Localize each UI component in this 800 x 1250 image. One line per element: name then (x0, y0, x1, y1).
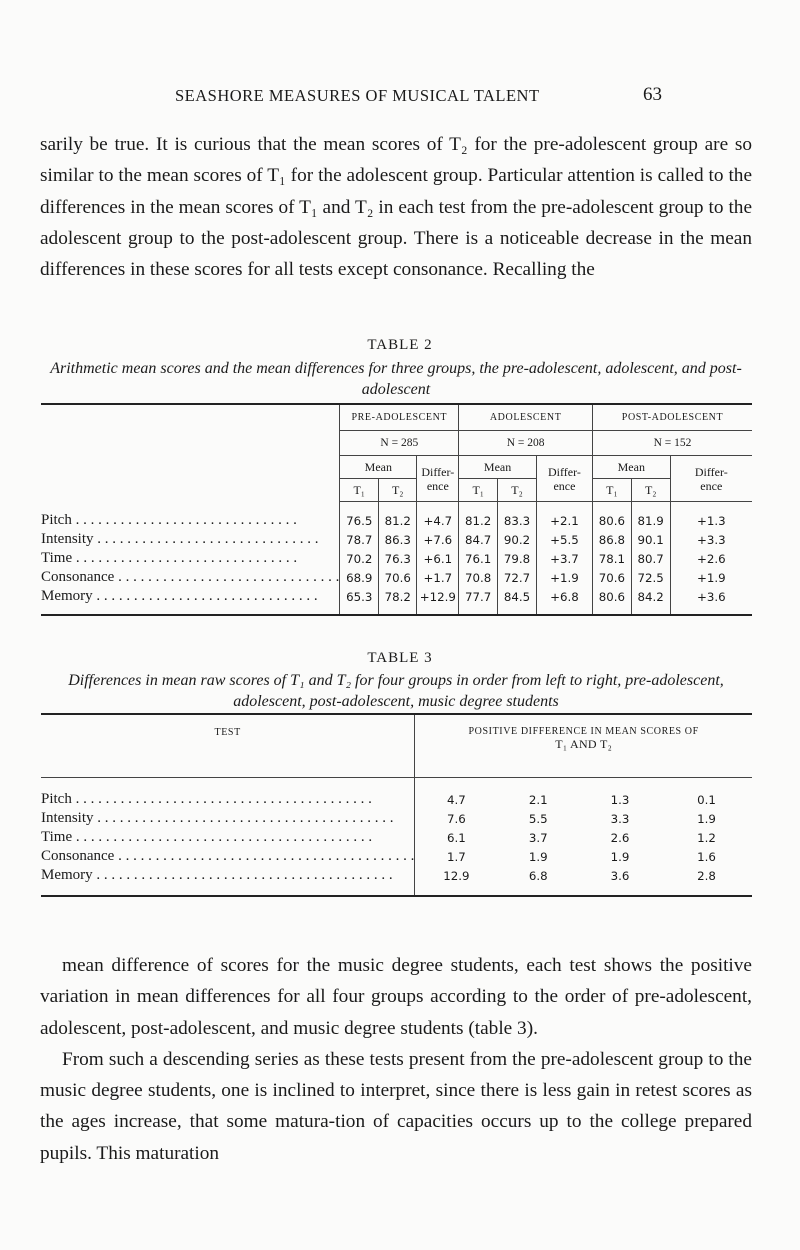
data-cell: 1.9 (610, 849, 630, 864)
row-label: Time . . . . . . . . . . . . . . . . . . . . . . . . . . . . . . (41, 550, 298, 566)
data-cell: 90.2 (498, 530, 537, 549)
data-cell: 84.5 (498, 587, 537, 615)
table-row (41, 866, 752, 896)
n-post-adolescent: N = 152 (593, 431, 753, 456)
data-cell: 90.1 (631, 530, 670, 549)
data-cell: +12.9 (417, 587, 459, 615)
data-cell: 7.6 (415, 809, 498, 828)
data-cell: 78.2 (379, 587, 417, 615)
table-2-stub-header (41, 404, 340, 502)
data-cell: 4.7 (415, 778, 498, 810)
running-header (0, 82, 800, 112)
data-cell: 2.6 (610, 830, 630, 845)
test-header: TEST (41, 714, 415, 778)
data-cell: 84.2 (631, 587, 670, 615)
data-cell: +7.6 (417, 530, 459, 549)
data-cell: 3.3 (610, 811, 630, 826)
group-header-adolescent: ADOLESCENT (459, 404, 593, 431)
table-2 (41, 403, 752, 616)
data-cell: 68.9 (340, 568, 379, 587)
row-label: Memory . . . . . . . . . . . . . . . . . . . . . . . . . . . . . . . . . . . . . . . . (41, 867, 393, 883)
data-cell: 83.3 (498, 502, 537, 531)
data-cell: 80.7 (631, 549, 670, 568)
mean-header: Mean (593, 456, 671, 479)
data-cell: 80.6 (593, 587, 632, 615)
data-cell: 70.6 (593, 568, 632, 587)
data-cell: 1.9 (697, 811, 716, 826)
row-label: Memory . . . . . . . . . . . . . . . . . . . . . . . . . . . . . . (41, 588, 318, 604)
row-label: Consonance . . . . . . . . . . . . . . . . . . . . . . . . . . . . . . (41, 569, 340, 585)
positive-difference-title: POSITIVE DIFFERENCE IN MEAN SCORES OF (468, 726, 699, 737)
body-paragraph-bottom (40, 950, 752, 1169)
data-cell: 81.9 (631, 502, 670, 531)
data-cell: 1.9 (528, 849, 548, 864)
data-cell: 3.7 (528, 830, 548, 845)
t1-header: T₁ (459, 479, 498, 502)
row-label: Intensity . . . . . . . . . . . . . . . . . . . . . . . . . . . . . . . . . . . . . . . . (41, 810, 394, 826)
data-cell: 5.5 (528, 811, 548, 826)
data-cell: 6.8 (528, 868, 548, 883)
data-cell: 79.8 (498, 549, 537, 568)
group-header-pre-adolescent: PRE-ADOLESCENT (340, 404, 459, 431)
difference-header: Differ- ence (670, 456, 752, 502)
mean-header: Mean (459, 456, 537, 479)
data-cell: +3.6 (670, 587, 752, 615)
data-cell: 0.1 (697, 792, 716, 807)
page-number: 63 (643, 84, 662, 105)
data-cell: 80.6 (593, 502, 632, 531)
table-row (41, 530, 752, 549)
table-2-caption: Arithmetic mean scores and the mean differences for three groups, the pre-adolescent, adolescent, and post-adolescent (50, 360, 742, 398)
row-label: Intensity . . . . . . . . . . . . . . . . . . . . . . . . . . . . . . (41, 531, 319, 547)
data-cell: 70.8 (459, 568, 498, 587)
table-3-body (41, 778, 752, 897)
data-cell: 78.7 (340, 530, 379, 549)
t2-header: T₂ (379, 479, 417, 502)
data-cell: +5.5 (536, 530, 592, 549)
data-cell: 1.7 (415, 847, 498, 866)
body-paragraph-top (40, 129, 752, 285)
data-cell: +2.1 (536, 502, 592, 531)
data-cell: +4.7 (417, 502, 459, 531)
table-3-title: TABLE 3 (367, 650, 433, 666)
data-cell: 6.1 (415, 828, 498, 847)
table-row (41, 809, 752, 828)
table-2-body (41, 502, 752, 616)
data-cell: 70.2 (340, 549, 379, 568)
positive-difference-subtitle: T₁ AND T₂ (555, 737, 613, 751)
data-cell: 86.8 (593, 530, 632, 549)
data-cell: +6.8 (536, 587, 592, 615)
data-cell: 76.5 (340, 502, 379, 531)
paragraph-text: From such a descending series as these tests present from the pre-adolescent group to the music degree students, one is inclined to interpret, since there is less gain in retest scores as the ages increase, that some matura-tion of capacities occurs up to the college prepared pupils. This maturation (40, 1048, 752, 1164)
data-cell: 1.6 (697, 849, 716, 864)
data-cell: +1.3 (670, 502, 752, 531)
difference-header: Differ- ence (536, 456, 592, 502)
table-row (41, 549, 752, 568)
data-cell: 81.2 (459, 502, 498, 531)
table-3 (41, 713, 752, 897)
running-title: SEASHORE MEASURES OF MUSICAL TALENT (175, 86, 540, 105)
data-cell: 1.2 (697, 830, 716, 845)
t2-header: T₂ (498, 479, 537, 502)
data-cell: 1.3 (610, 792, 630, 807)
table-row (41, 847, 752, 866)
n-pre-adolescent: N = 285 (340, 431, 459, 456)
row-label: Pitch . . . . . . . . . . . . . . . . . . . . . . . . . . . . . . (41, 511, 297, 528)
data-cell: 84.7 (459, 530, 498, 549)
data-cell: 2.1 (528, 792, 548, 807)
table-row (41, 778, 752, 810)
row-label: Pitch . . . . . . . . . . . . . . . . . . . . . . . . . . . . . . . . . . . . . . . . (41, 791, 372, 807)
table-row (41, 502, 752, 531)
table-3-caption: Differences in mean raw scores of T₁ and T₂ for four groups in order from left to right, pre-adolescent, adolescent, post-adolescent, music degree students (68, 672, 724, 710)
paragraph-text: mean difference of scores for the music degree students, each test shows the positive variation in mean differences for all four groups according to the order of pre-adolescent, adolescent, post-adolescent, and music degree students (table 3). (40, 955, 752, 1039)
positive-difference-header (415, 714, 752, 778)
n-adolescent: N = 208 (459, 431, 593, 456)
table-row (41, 587, 752, 615)
table-row (41, 828, 752, 847)
data-cell: 86.3 (379, 530, 417, 549)
table-2-title: TABLE 2 (367, 337, 433, 353)
table-row (41, 568, 752, 587)
paragraph-text: sarily be true. It is curious that the mean scores of T₂ for the pre-adolescent group are so similar to the mean scores of T₁ for the adolescent group. Particular attention is called to the differences in the mean scores of T₁ and T₂ in each test from the pre-adolescent group to the adolescent group to the post-adolescent group. There is a noticeable decrease in the mean differences in these scores for all tests except consonance. Recalling the (40, 134, 752, 281)
group-header-post-adolescent: POST-ADOLESCENT (593, 404, 753, 431)
data-cell: 72.7 (498, 568, 537, 587)
data-cell: +1.7 (417, 568, 459, 587)
t2-header: T₂ (631, 479, 670, 502)
data-cell: 2.8 (697, 868, 716, 883)
data-cell: 3.6 (610, 868, 630, 883)
data-cell: +2.6 (670, 549, 752, 568)
data-cell: 81.2 (379, 502, 417, 531)
difference-header: Differ- ence (417, 456, 459, 502)
data-cell: +1.9 (670, 568, 752, 587)
data-cell: 65.3 (340, 587, 379, 615)
data-cell: +6.1 (417, 549, 459, 568)
t1-header: T₁ (593, 479, 632, 502)
data-cell: 72.5 (631, 568, 670, 587)
mean-header: Mean (340, 456, 417, 479)
data-cell: 78.1 (593, 549, 632, 568)
t1-header: T₁ (340, 479, 379, 502)
data-cell: +3.3 (670, 530, 752, 549)
data-cell: +3.7 (536, 549, 592, 568)
data-cell: 12.9 (415, 866, 498, 896)
data-cell: 76.3 (379, 549, 417, 568)
data-cell: 77.7 (459, 587, 498, 615)
row-label: Time . . . . . . . . . . . . . . . . . . . . . . . . . . . . . . . . . . . . . . . . (41, 829, 373, 845)
data-cell: +1.9 (536, 568, 592, 587)
row-label: Consonance . . . . . . . . . . . . . . . . . . . . . . . . . . . . . . . . . . . . . . . . (41, 848, 415, 864)
data-cell: 76.1 (459, 549, 498, 568)
data-cell: 70.6 (379, 568, 417, 587)
